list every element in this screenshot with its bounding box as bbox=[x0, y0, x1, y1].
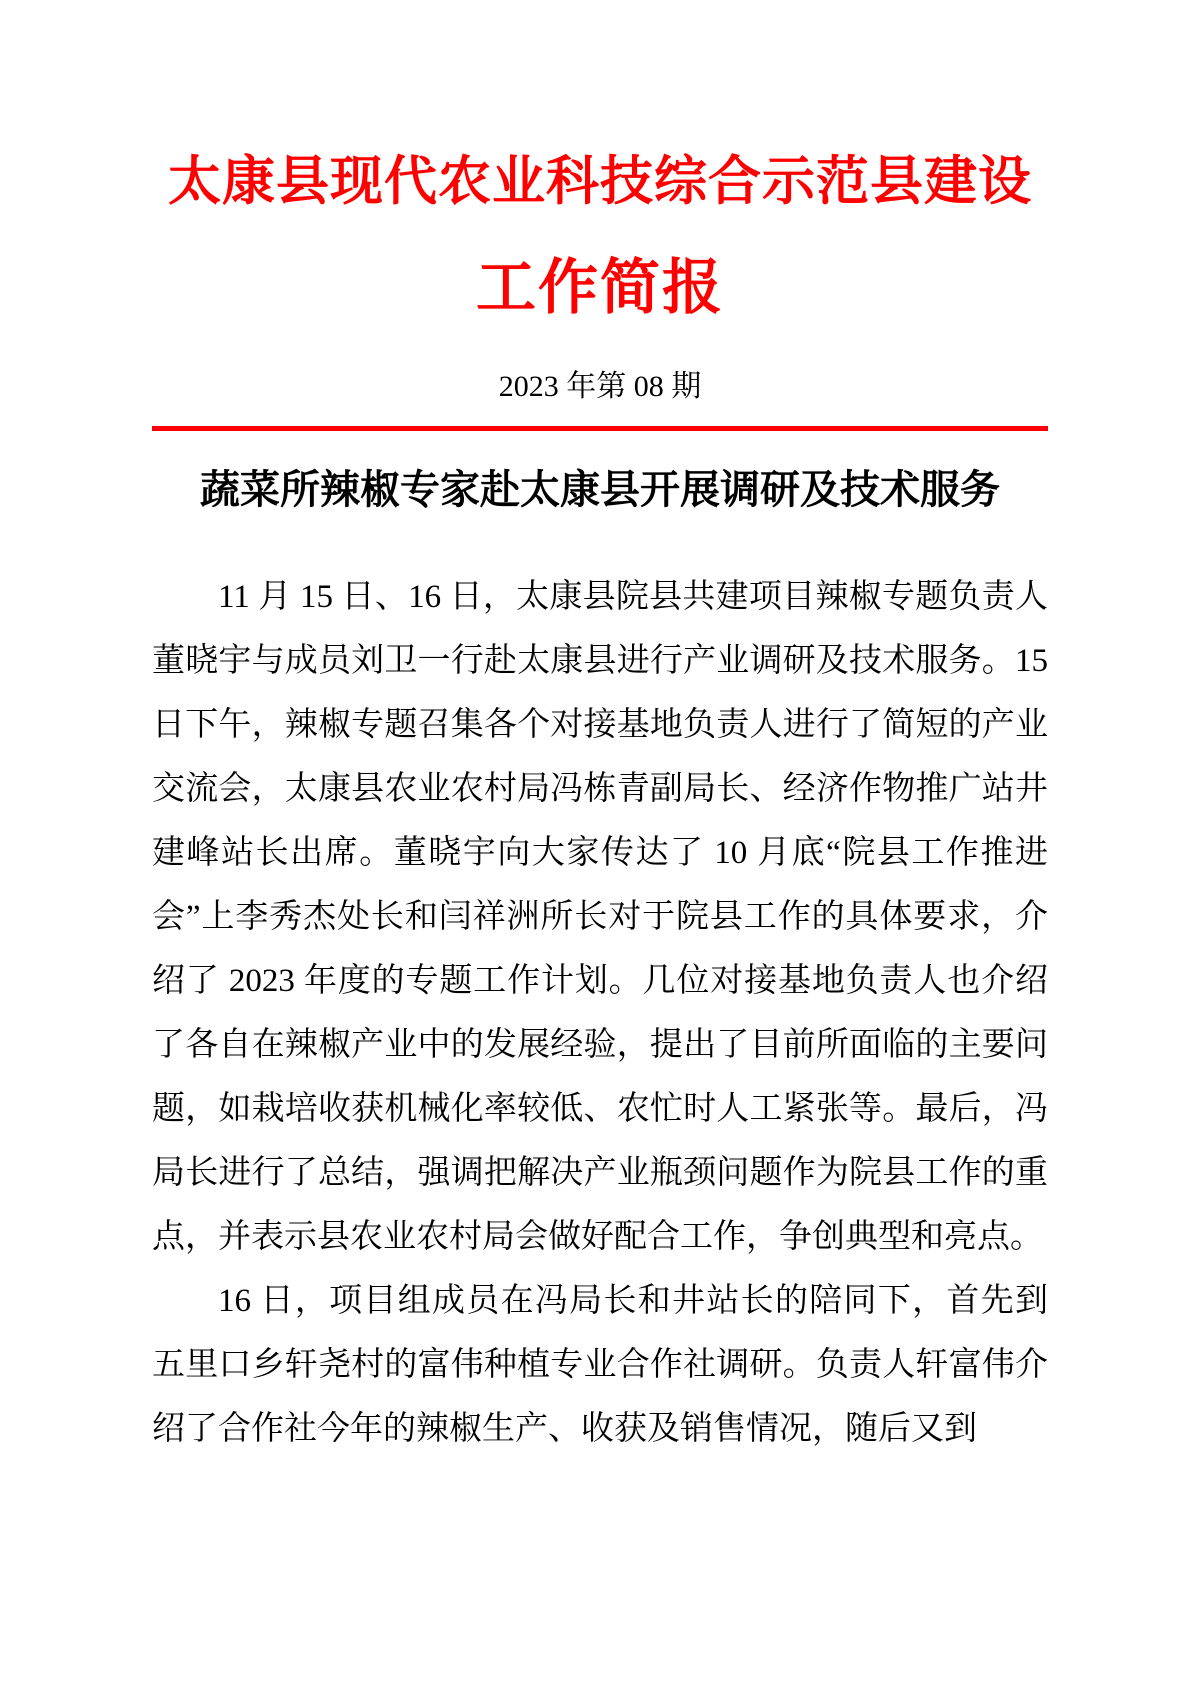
article-paragraph-1: 11 月 15 日、16 日，太康县院县共建项目辣椒专题负责人董晓宇与成员刘卫一行赴太康县进行产业调研及技术服务。15 日下午，辣椒专题召集各个对接基地负责人进行了简短的产业交流会，太康县农业农村局冯栋青副局长、经济作物推广站井建峰站长出席。董晓宇向大家传达了 10 月底“院县工作推进会”上李秀杰处长和闫祥洲所长对于院县工作的具体要求，介绍了 2023 年度的专题工作计划。几位对接基地负责人也介绍了各自在辣椒产业中的发展经验，提出了目前所面临的主要问题，如栽培收获机械化率较低、农忙时人工紧张等。最后，冯局长进行了总结，强调把解决产业瓶颈问题作为院县工作的重点，并表示县农业农村局会做好配合工作，争创典型和亮点。 bbox=[152, 579, 1048, 1255]
article-title: 蔬菜所辣椒专家赴太康县开展调研及技术服务 bbox=[200, 467, 1000, 512]
article-body bbox=[152, 565, 1048, 1461]
document-title-line1: 太康县现代农业科技综合示范县建设 bbox=[168, 153, 1032, 211]
red-divider-rule bbox=[152, 426, 1048, 431]
issue-number: 2023 年第 08 期 bbox=[498, 370, 702, 403]
article-paragraph-2: 16 日，项目组成员在冯局长和井站长的陪同下，首先到五里口乡轩尧村的富伟种植专业合作社调研。负责人轩富伟介绍了合作社今年的辣椒生产、收获及销售情况，随后又到 bbox=[152, 1283, 1048, 1447]
document-title-line2: 工作简报 bbox=[476, 255, 724, 321]
